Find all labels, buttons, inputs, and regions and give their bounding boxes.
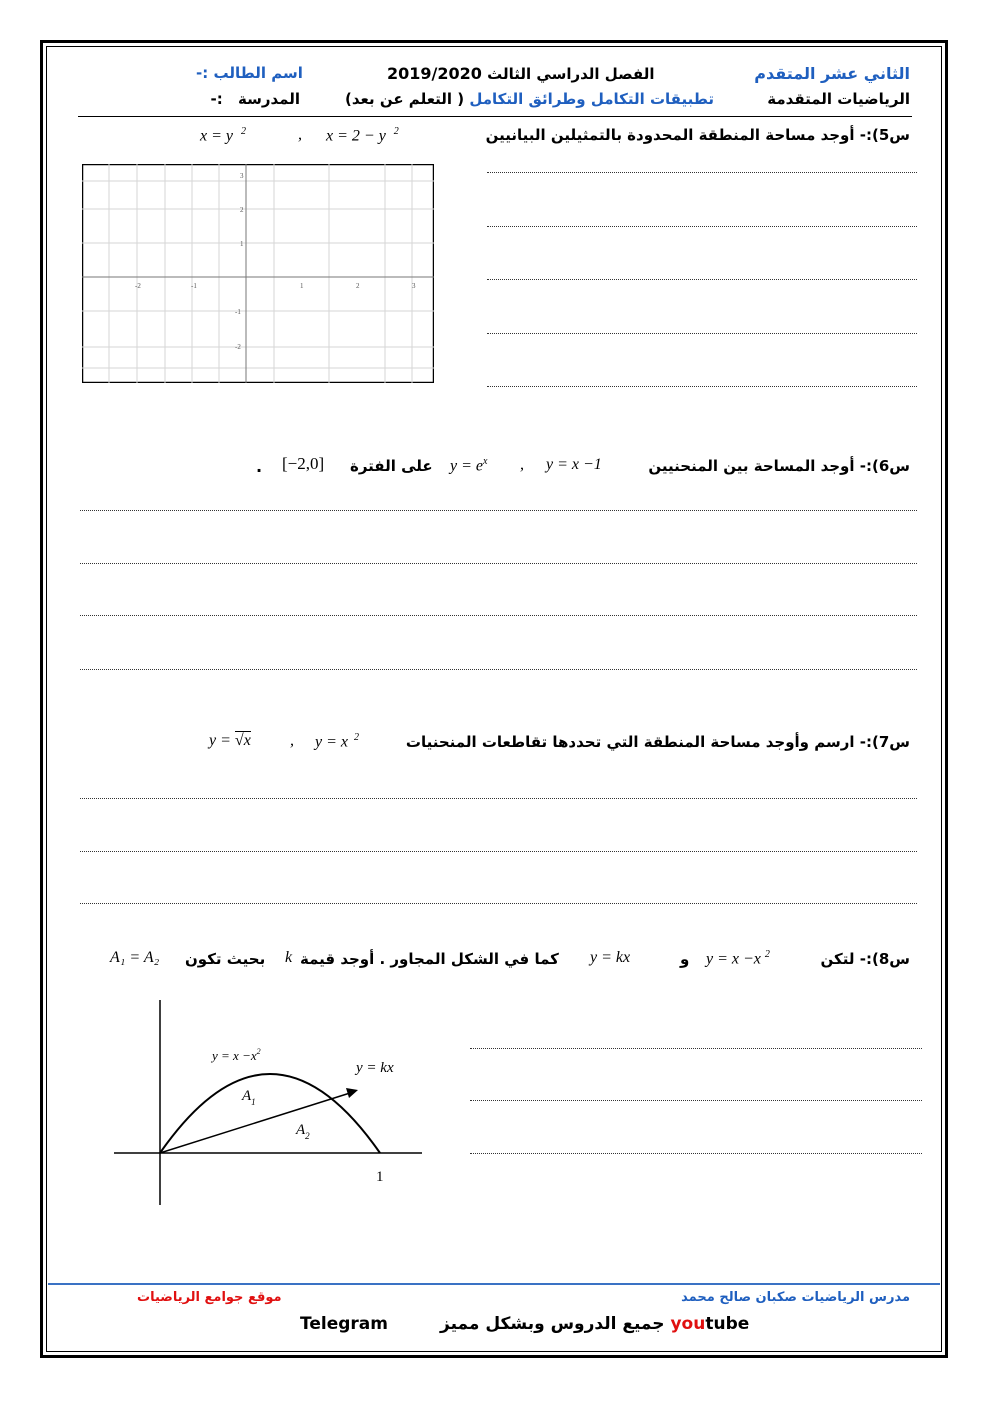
q5-x-tick: 1	[300, 282, 304, 290]
answer-line[interactable]	[470, 1153, 922, 1154]
q8-and: و	[680, 950, 690, 968]
q5-y-tick: 1	[240, 240, 244, 248]
teacher-name: مدرس الرياضيات صكبان صالح محمد	[681, 1290, 910, 1305]
q8-k: k	[285, 949, 293, 966]
lessons-text: جميع الدروس وبشكل مميز	[440, 1314, 665, 1334]
footer-divider	[48, 1283, 940, 1285]
answer-line[interactable]	[487, 279, 917, 280]
q5-y-tick: -1	[235, 308, 241, 316]
q6-comma: ,	[520, 456, 524, 473]
q8-such-that: بحيث تكون	[185, 950, 266, 968]
q8-parabola	[160, 1074, 380, 1153]
answer-line[interactable]	[487, 226, 917, 227]
youtube-you: you	[670, 1314, 706, 1334]
q8-label: س8):-	[859, 950, 910, 968]
q7-eq1: y = x $^2$	[315, 732, 359, 751]
q7-label: س7):-	[859, 733, 910, 751]
q5-label: س5):-	[859, 126, 910, 144]
q5-y-tick: -2	[235, 343, 241, 351]
q5-comma: ,	[298, 126, 302, 143]
topic-title: تطبيقات التكامل وطرائق التكامل	[469, 90, 714, 108]
q5-eq2: x = y $^2$	[200, 126, 246, 145]
grade-label: الثاني عشر المتقدم	[754, 64, 910, 83]
q8-text-mid: كما في الشكل المجاور . أوجد قيمة	[300, 950, 559, 968]
q6-label: س6):-	[859, 457, 910, 475]
footer-promo	[440, 1314, 749, 1334]
subject-label: الرياضيات المتقدمة	[767, 90, 910, 108]
youtube-tube: tube	[705, 1314, 750, 1334]
q8-figure	[110, 995, 430, 1210]
q7-prompt	[406, 733, 910, 751]
semester-line	[387, 64, 655, 83]
q5-x-tick: -2	[135, 282, 141, 290]
answer-line[interactable]	[80, 563, 917, 564]
q7-eq2: y = √x	[209, 732, 251, 749]
q8-eq1: y = x −x $^2$	[706, 949, 770, 968]
q8-let: لتكن	[820, 950, 855, 968]
student-name-label: اسم الطالب :-	[196, 64, 303, 82]
topic-note: ( التعلم عن بعد)	[345, 90, 465, 108]
q6-interval-text: على الفترة	[350, 457, 433, 475]
q8-line-label: y = kx	[356, 1060, 394, 1076]
q5-prompt	[486, 126, 910, 144]
answer-line[interactable]	[80, 615, 917, 616]
q8-prompt-start	[821, 950, 910, 968]
q5-text: أوجد مساحة المنطقة المحدودة بالتمثيلين البيانيين	[485, 126, 855, 144]
telegram-label: Telegram	[300, 1314, 388, 1334]
answer-line[interactable]	[80, 851, 917, 852]
answer-line[interactable]	[80, 903, 917, 904]
q5-x-tick: -1	[191, 282, 197, 290]
q6-prompt	[648, 457, 910, 475]
q6-period: .	[256, 457, 263, 476]
answer-line[interactable]	[80, 798, 917, 799]
q8-condition: A₁ = A₂	[110, 949, 160, 966]
q8-area-a2: $A_2$	[296, 1122, 310, 1141]
semester-label: الفصل الدراسي الثالث	[487, 65, 655, 83]
q8-arrowhead	[346, 1088, 358, 1098]
q7-comma: ,	[290, 732, 294, 749]
q5-blank-graph	[82, 164, 434, 383]
q7-text: ارسم وأوجد مساحة المنطقة التي تحددها تقاطعات المنحنيات	[405, 733, 855, 751]
q5-y-tick: 2	[240, 206, 244, 214]
q8-eq2: y = kx	[590, 949, 631, 966]
topic-line	[345, 90, 714, 108]
answer-line[interactable]	[80, 669, 917, 670]
q6-eq2: $y = e^x$	[450, 456, 488, 475]
school-colon: :-	[210, 90, 223, 108]
answer-line[interactable]	[487, 333, 917, 334]
q6-interval: [−2,0]	[282, 454, 325, 473]
answer-line[interactable]	[470, 1048, 922, 1049]
answer-line[interactable]	[470, 1100, 922, 1101]
q6-eq1: y = x −1	[546, 456, 602, 473]
school-label: المدرسة	[238, 90, 300, 108]
answer-line[interactable]	[80, 510, 917, 511]
school-year: 2019/2020	[387, 64, 482, 83]
q5-y-tick: 3	[240, 172, 244, 180]
school-field	[200, 90, 300, 108]
q8-area-a1: $A_1$	[242, 1088, 256, 1107]
site-name: موقع جوامع الرياضيات	[137, 1290, 282, 1305]
q8-x-tick: 1	[376, 1169, 384, 1185]
q5-x-tick: 3	[412, 282, 416, 290]
q5-eq1: x = 2 − y $^2$	[326, 126, 399, 145]
header-divider	[78, 116, 912, 117]
q6-text: أوجد المساحة بين المنحنيين	[648, 457, 855, 475]
q5-x-tick: 2	[356, 282, 360, 290]
answer-line[interactable]	[487, 386, 917, 387]
q8-curve-label: $y = x -x^2$	[212, 1047, 261, 1063]
answer-line[interactable]	[487, 172, 917, 173]
